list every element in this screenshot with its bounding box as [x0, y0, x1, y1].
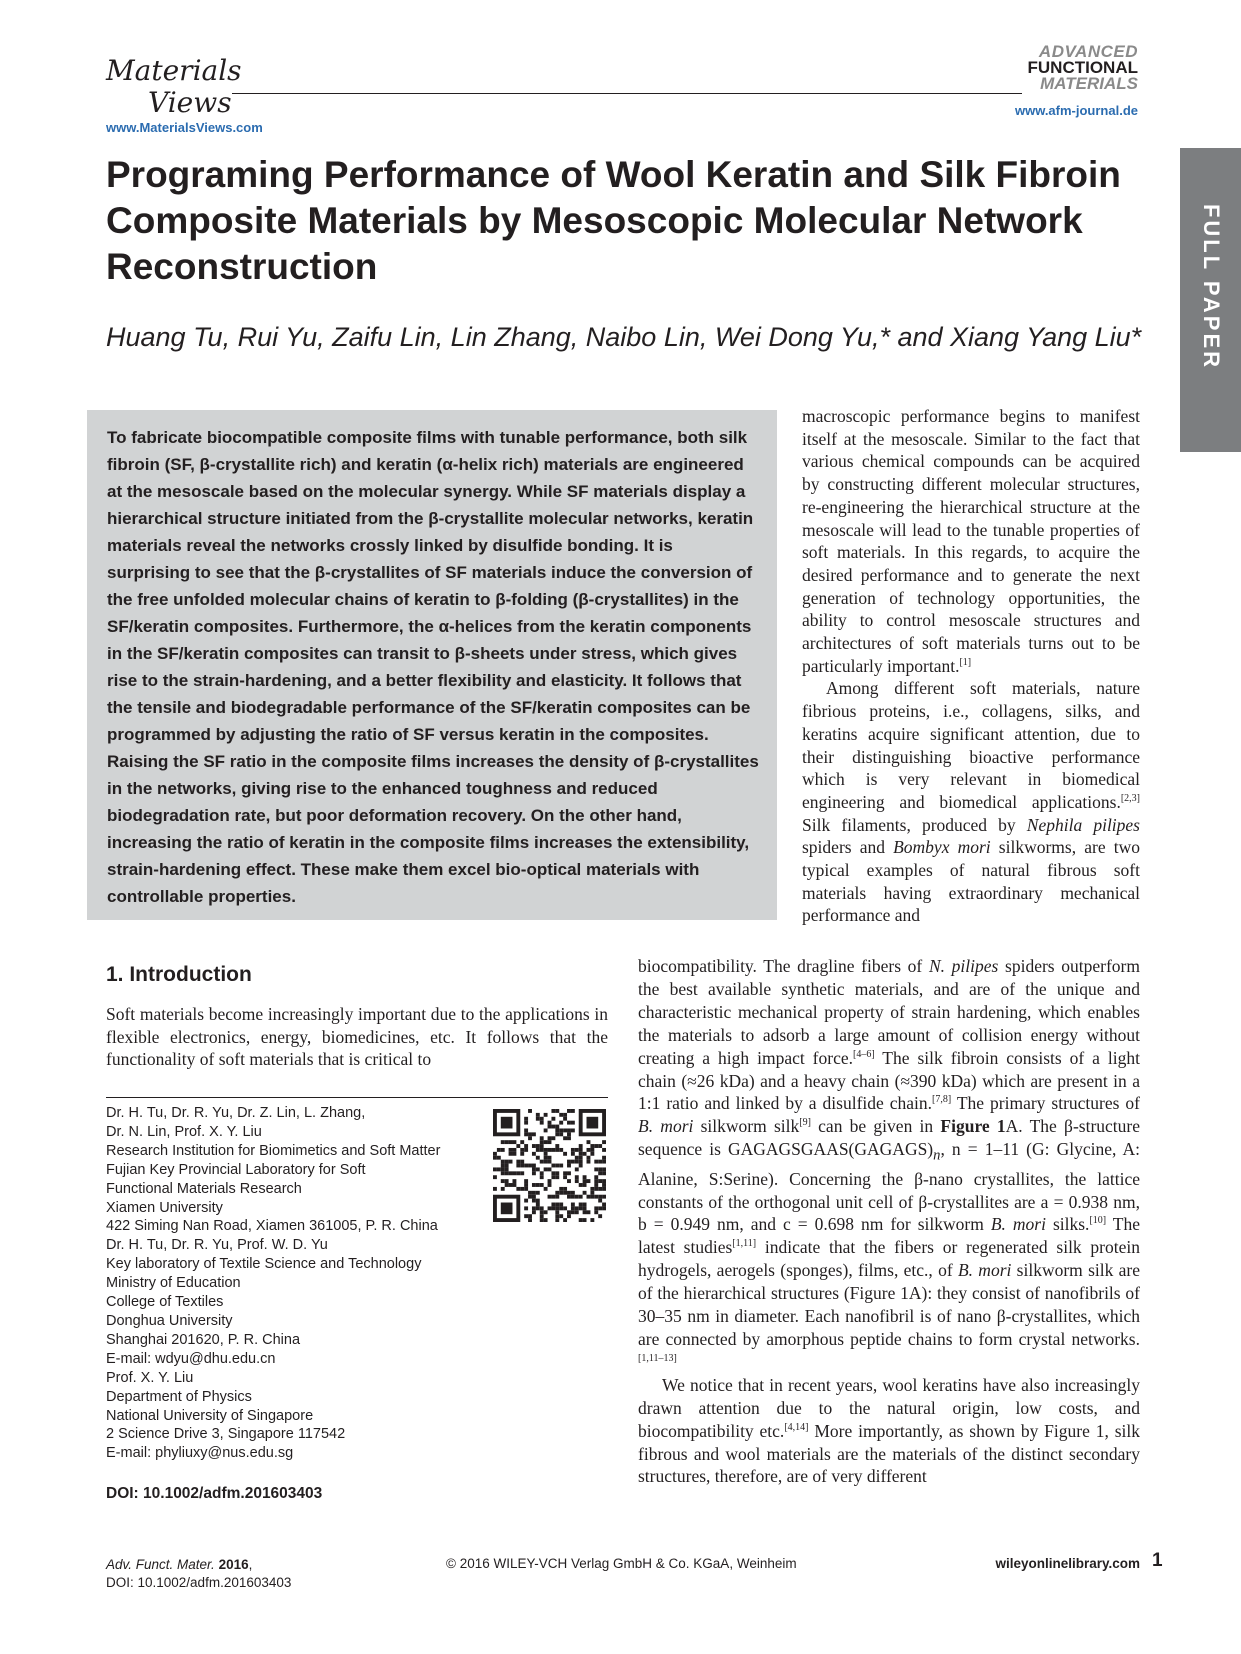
right-column-top	[802, 405, 1140, 927]
affiliation-line: Dr. H. Tu, Dr. R. Yu, Prof. W. D. Yu	[106, 1237, 328, 1254]
affiliation-line: Department of Physics	[106, 1388, 252, 1405]
affiliation-line[interactable]: E-mail: wdyu@dhu.edu.cn	[106, 1350, 276, 1367]
footer-journal-name: Adv. Funct. Mater.	[106, 1557, 215, 1572]
full-paper-tab-label: FULL PAPER	[1198, 203, 1224, 371]
affiliation-line: Dr. N. Lin, Prof. X. Y. Liu	[106, 1123, 262, 1140]
affiliation-group	[106, 1369, 486, 1464]
ref-4-6[interactable]: [4–6]	[852, 1048, 875, 1060]
materials-views-url[interactable]: www.MaterialsViews.com	[106, 120, 263, 135]
affiliation-group	[106, 1104, 486, 1236]
article-title: Programing Performance of Wool Keratin and Silk Fibroin Composite Materials by Mesoscopic Molecular Network Reconstruction	[106, 154, 1121, 287]
footer-year: 2016	[218, 1557, 249, 1572]
afm-logo-line-3: MATERIALS	[1040, 74, 1138, 93]
affiliation-line: National University of Singapore	[106, 1407, 314, 1424]
figure-1-link[interactable]: Figure 1	[940, 1116, 1006, 1137]
paragraph-2-cont: biocompatibility. The dragline fibers of N. pilipes spiders outperform the best available synthetic materials, and are of the unique and characteristic mechanical property of strain hardening, which enables the materials to adsorb a large amount of collision energy without creating a high impact force.[4–6] The silk fibroin consists of a light chain (≈26 kDa) and a heavy chain (≈390 kDa) which are present in a 1:1 ratio and linked by a disulfide chain.[7,8] The primary structures of B. mori silkworm silk[9] can be given in Figure 1A. The β-structure sequence is $GAGAGSGAAS(GAGAGS)_n$, n = 1–11 (G: Glycine, A: Alanine, S:Serine). Concerning the β-nano crystallites, the lattice constants of the orthogonal unit cell of β-crystallites are a = 0.938 nm, b = 0.949 nm, and c = 0.698 nm for silkworm B. mori silks.[10] The latest studies[1,11] indicate that the fibers or regenerated silk protein hydrogels, aerogels (sponges), films, etc., of B. mori silkworm silk are of the hierarchical structures (Figure 1A): they consist of nanofibrils of 30–35 nm in diameter. Each nanofibril is of nano β-crystallites, which are connected by amorphous peptide chains to form crystal networks.[1,11–13]	[638, 956, 1141, 1365]
qr-code-icon[interactable]	[493, 1109, 606, 1222]
article-authors: Huang Tu, Rui Yu, Zaifu Lin, Lin Zhang, Naibo Lin, Wei Dong Yu,* and Xiang Yang Liu*	[106, 322, 1142, 352]
abstract-box	[87, 410, 777, 920]
afm-url[interactable]: www.afm-journal.de	[1014, 103, 1138, 118]
affiliation-line: Key laboratory of Textile Science and Technology	[106, 1256, 422, 1273]
paragraph-2: Among different soft materials, nature fibrious proteins, i.e., collagens, silks, and keratins acquire significant attention, due to their distinguishing bioactive performance which is very relevant in biomedical engineering and biomedical applications.[2,3] Silk filaments, produced by Nephila pilipes spiders and Bombyx mori silkworms, are two typical examples of natural fibrous soft materials having extraordinary mechanical performance and	[802, 678, 1140, 926]
right-column-bottom	[638, 955, 1140, 1488]
ref-1-11[interactable]: [1,11]	[732, 1238, 757, 1250]
footer-doi: DOI: 10.1002/adfm.201603403	[106, 1575, 292, 1590]
affiliations	[106, 1104, 486, 1463]
abstract-text: To fabricate biocompatible composite films with tunable performance, both silk fibroin (SF, β-crystallite rich) and keratin (α-helix rich) materials are engineered at the mesoscale based on the molecular synergy. While SF materials display a hierarchical structure initiated from the β-crystallite molecular networks, keratin materials reveal the networks crossly linked by disulfide bonding. It is surprising to see that the β-crystallites of SF materials induce the conversion of the free unfolded molecular chains of keratin to β-folding (β-crystallites) in the SF/keratin composites. Furthermore, the α-helices from the keratin components in the SF/keratin composites can transit to β-sheets under stress, which gives rise to the strain-hardening, and a better flexibility and elasticity. It follows that the tensile and biodegradable performance of the SF/keratin composites can be programmed by adjusting the ratio of SF versus keratin in the composites. Raising the SF ratio in the composite films increases the density of β-crystallites in the networks, giving rise to the enhanced toughness and reduced biodegradation rate, but poor deformation recovery. On the other hand, increasing the ratio of keratin in the composite films increases the extensibility, strain-hardening effect. These make them excel bio-optical materials with controllable properties.	[107, 428, 759, 906]
afm-logo	[1010, 44, 1138, 92]
affiliation-line: Shanghai 201620, P. R. China	[106, 1331, 301, 1348]
affiliation-line: 422 Siming Nan Road, Xiamen 361005, P. R. China	[106, 1218, 438, 1235]
materials-views-logo	[104, 50, 244, 120]
affiliation-line: Prof. X. Y. Liu	[106, 1369, 194, 1386]
full-paper-tab	[1180, 148, 1241, 452]
logo-word-views: Views	[148, 86, 232, 119]
ref-1[interactable]: [1]	[959, 656, 972, 668]
affiliation-line: Functional Materials Research	[106, 1180, 302, 1197]
ref-1-11-13[interactable]: [1,11–13]	[638, 1353, 677, 1365]
paragraph-3: We notice that in recent years, wool keratins have also increasingly drawn attention due to the natural origin, low costs, and biocompatibility etc.[4,14] More importantly, as shown by Figure 1, silk fibrous and wool materials are the materials of the distinct secondary structures, therefore, are of very different	[638, 1374, 1140, 1487]
header-rule	[232, 93, 1022, 94]
intro-text: Soft materials become increasingly important due to the applications in flexible electronics, energy, biomedicines, etc. It follows that the functionality of soft materials that is critical to	[106, 1004, 608, 1069]
affiliation-group	[106, 1236, 486, 1368]
ref-7-8[interactable]: [7,8]	[932, 1094, 952, 1106]
footer-journal: Adv. Funct. Mater. 2016, DOI: 10.1002/adfm.201603403	[106, 1557, 292, 1590]
footer-site[interactable]: wileyonlinelibrary.com	[995, 1556, 1140, 1571]
ref-9[interactable]: [9]	[799, 1117, 811, 1129]
doi-line: DOI: 10.1002/adfm.201603403	[106, 1485, 323, 1502]
affiliation-line: Dr. H. Tu, Dr. R. Yu, Dr. Z. Lin, L. Zhang,	[106, 1105, 366, 1121]
affiliation-rule	[106, 1097, 608, 1098]
affiliation-line: Fujian Key Provincial Laboratory for Soft	[106, 1161, 366, 1178]
ref-2-3[interactable]: [2,3]	[1120, 793, 1140, 805]
affiliation-line: Research Institution for Biomimetics and Soft Matter	[106, 1142, 441, 1159]
affiliation-line: College of Textiles	[106, 1294, 224, 1311]
ref-4-14[interactable]: [4,14]	[784, 1421, 809, 1433]
afm-logo-line-1: ADVANCED	[1038, 42, 1138, 61]
footer-copyright: © 2016 WILEY-VCH Verlag GmbH & Co. KGaA, Weinheim	[446, 1556, 797, 1571]
affiliation-line: Xiamen University	[106, 1199, 223, 1216]
page-number: 1	[1152, 1550, 1163, 1571]
paragraph-1: macroscopic performance begins to manifest itself at the mesoscale. Similar to the fact that various chemical compounds can be acquired by constructing different molecular structures, re-engineering the hierarchical structure at the mesoscale will lead to the tunable properties of soft materials. In this regards, to acquire the desired performance and to generate the next generation of technology opportunities, the ability to control mesoscale structures and architectures of soft materials turns out to be particularly important.[1]	[802, 406, 1140, 676]
affiliation-line: Donghua University	[106, 1312, 233, 1329]
logo-word-materials: Materials	[106, 54, 242, 87]
affiliation-line: Ministry of Education	[106, 1275, 241, 1292]
affiliation-line: 2 Science Drive 3, Singapore 117542	[106, 1426, 346, 1443]
afm-logo-line-2: FUNCTIONAL	[1027, 58, 1138, 77]
affiliation-line[interactable]: E-mail: phyliuxy@nus.edu.sg	[106, 1445, 294, 1462]
ref-10[interactable]: [10]	[1089, 1215, 1107, 1227]
intro-heading: 1. Introduction	[106, 963, 252, 986]
